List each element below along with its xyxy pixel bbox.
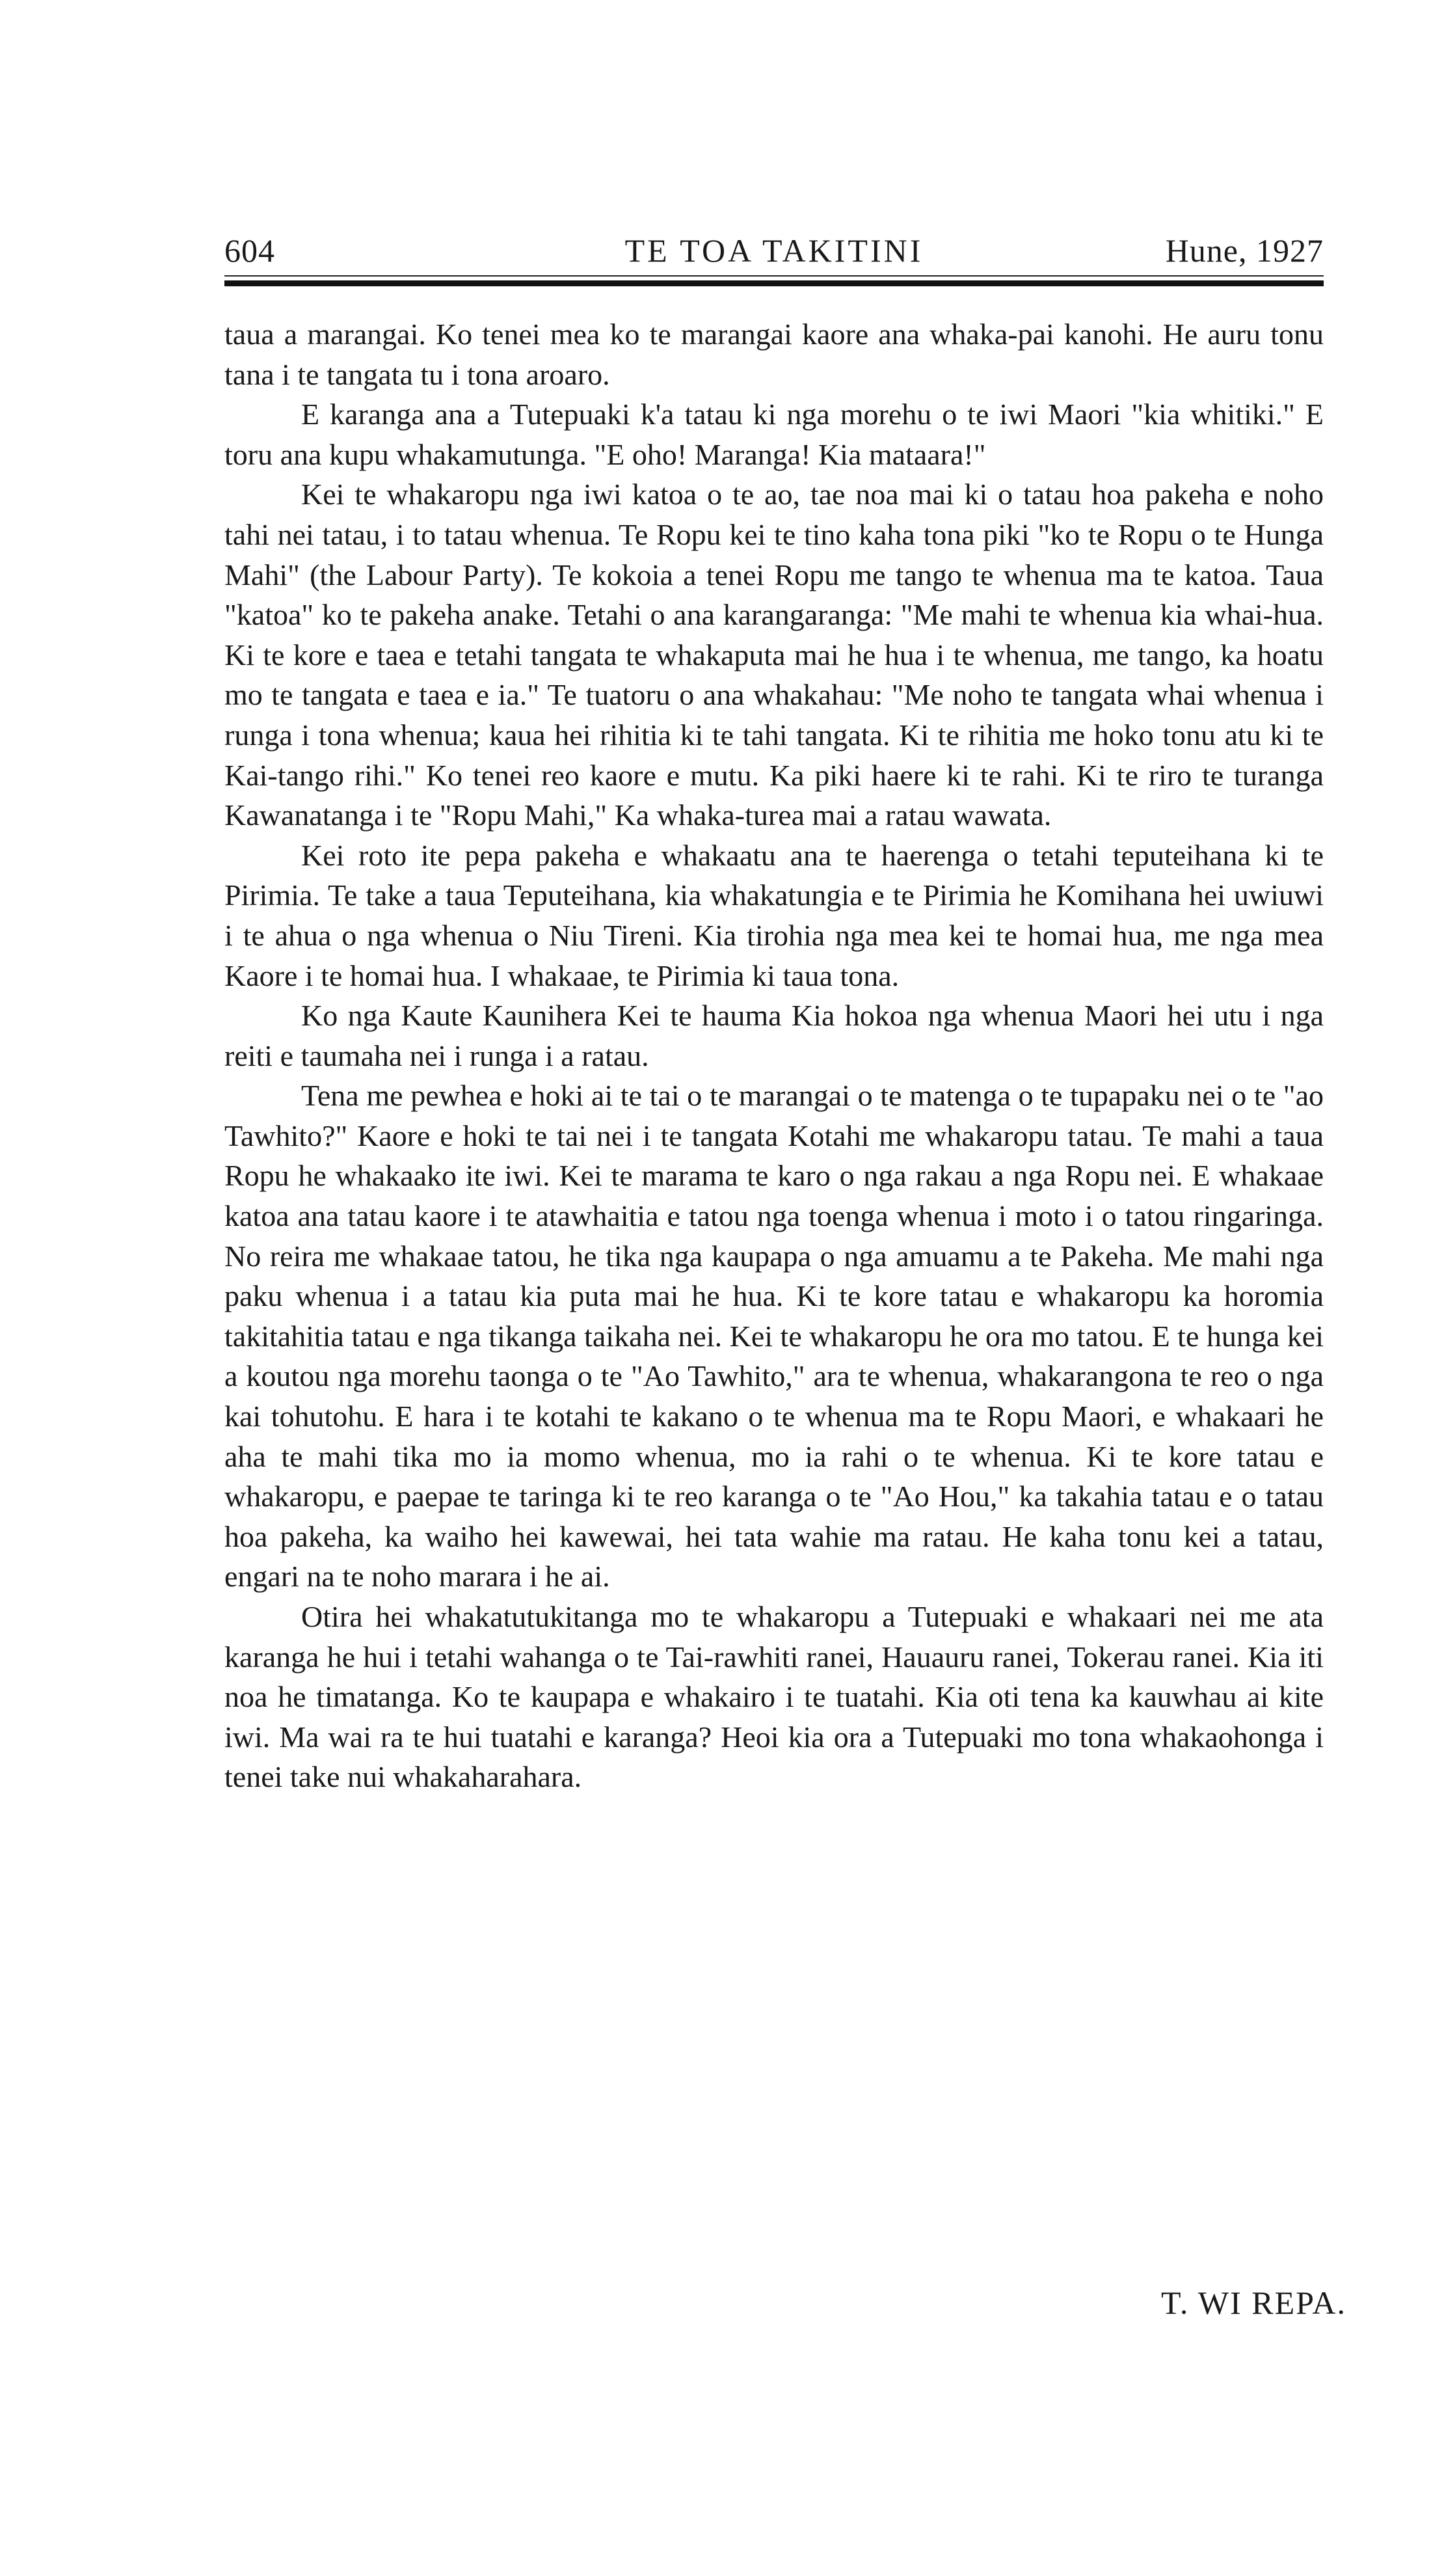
page-number: 604 xyxy=(224,232,275,269)
paragraph-7: Otira hei whakatutukitanga mo te whakaropu a Tutepuaki e whakaari nei me ata karanga he hui i tetahi wahanga o te Tai-rawhiti ranei, Hauauru ranei, Tokerau ranei. Kia iti noa he timatanga. Ko te kaupapa e whakairo i te tuatahi. Kia oti tena ka kauwhau ai kite iwi. Ma wai ra te hui tuatahi e karanga? Heoi kia ora a Tutepuaki mo tona whakaohonga i tenei take nui whakaharahara. xyxy=(224,1600,1324,1794)
paragraph-1: taua a marangai. Ko tenei mea ko te marangai kaore ana whaka-pai kanohi. He auru tonu tana i te tangata tu i tona aroaro. xyxy=(224,318,1324,391)
article-body xyxy=(224,314,1324,1797)
running-header xyxy=(224,231,1324,270)
paragraph-6: Tena me pewhea e hoki ai te tai o te marangai o te matenga o te tupapaku nei o te "ao Tawhito?" Kaore e hoki te tai nei i te tangata Kotahi me whakaropu tatau. Te mahi a taua Ropu he whakaako ite iwi. Kei te marama te karo o nga rakau a nga Ropu nei. E whakaae katoa ana tatau kaore i te atawhaitia e tatou nga toenga whenua i moto i o tatou ringaringa. No reira me whakaae tatou, he tika nga kaupapa o nga amuamu a te Pakeha. Me mahi nga paku whenua i a tatau kia puta mai he hua. Ki te kore tatau e whakaropu ka horomia takitahitia tatau e nga tikanga taikaha nei. Kei te whakaropu he ora mo tatou. E te hunga kei a koutou nga morehu taonga o te "Ao Tawhito," ara te whenua, whakarangona te reo o nga kai tohutohu. E hara i te kotahi te kakano o te whenua ma te Ropu Maori, e whakaari he aha te mahi tika mo ia momo whenua, mo ia rahi o te whenua. Ki te kore tatau e whakaropu, e paepae te taringa ki te reo karanga o te "Ao Hou," ka takahia tatau e o tatau hoa pakeha, ka waiho hei kawewai, hei tata wahie ma ratau. He kaha tonu kei a tatau, engari na te noho marara i he ai. xyxy=(224,1079,1324,1593)
paragraph-3: Kei te whakaropu nga iwi katoa o te ao, tae noa mai ki o tatau hoa pakeha e noho tahi nei tatau, i to tatau whenua. Te Ropu kei te tino kaha tona piki "ko te Ropu o te Hunga Mahi" (the Labour Party). Te kokoia a tenei Ropu me tango te whenua ma te katoa. Taua "katoa" ko te pakeha anake. Tetahi o ana karangaranga: "Me mahi te whenua kia whai-hua. Ki te kore e taea e tetahi tangata te whakaputa mai he hua i te whenua, me tango, ka hoatu mo te tangata e taea e ia." Te tuatoru o ana whakahau: "Me noho te tangata whai whenua i runga i tona whenua; kaua hei rihitia ki te tahi tangata. Ki te rihitia me hoko tonu atu ki te Kai-tango rihi." Ko tenei reo kaore e mutu. Ka piki haere ki te rahi. Ki te riro te turanga Kawanatanga i te "Ropu Mahi," Ka whaka-turea mai a ratau wawata. xyxy=(224,478,1324,832)
publication-title: TE TOA TAKITINI xyxy=(624,232,924,269)
document-page xyxy=(224,231,1324,1794)
paragraph-4: Kei roto ite pepa pakeha e whakaatu ana te haerenga o tetahi teputeihana ki te Pirimia. Te take a taua Teputeihana, kia whakatungia e te Pirimia he Komihana hei uwiuwi i te ahua o nga whenua o Niu Tireni. Kia tirohia nga mea kei te homai hua, me nga mea Kaore i te homai hua. I whakaae, te Pirimia ki taua tona. xyxy=(224,838,1324,992)
paragraph-2: E karanga ana a Tutepuaki k'a tatau ki nga morehu o te iwi Maori "kia whitiki." E toru ana kupu whakamutunga. "E oho! Maranga! Kia mataara!" xyxy=(224,398,1324,471)
header-rule-thick xyxy=(224,280,1324,286)
issue-date: Hune, 1927 xyxy=(1165,232,1324,269)
author-signature: T. WI REPA. xyxy=(1161,2285,1346,2321)
header-rule-thin xyxy=(224,275,1324,277)
paragraph-5: Ko nga Kaute Kaunihera Kei te hauma Kia hokoa nga whenua Maori hei utu i nga reiti e taumaha nei i runga i a ratau. xyxy=(224,999,1324,1072)
